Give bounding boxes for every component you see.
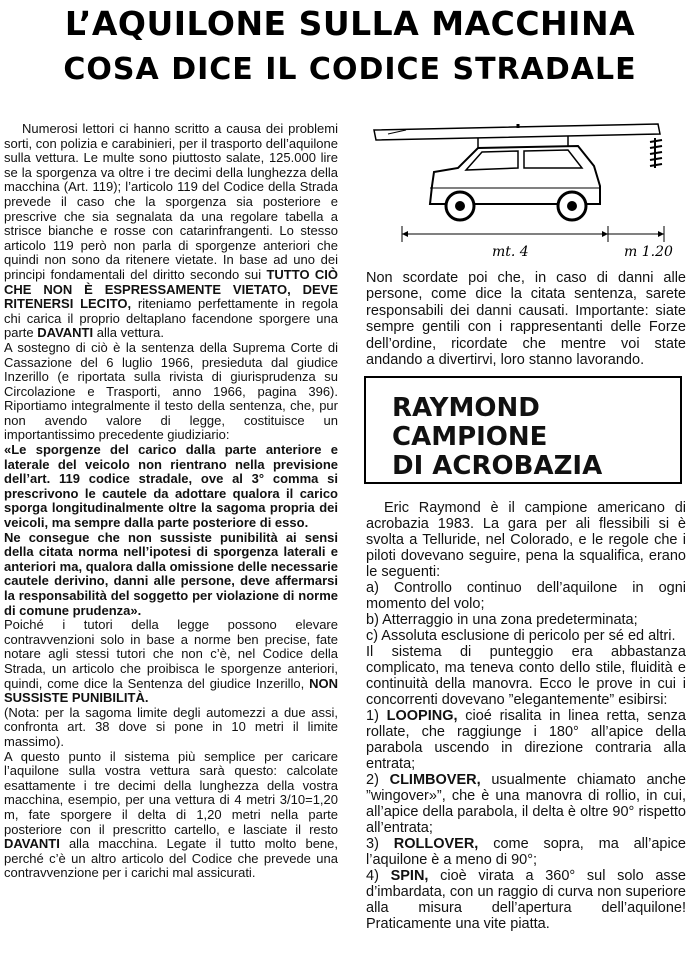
list-item <box>366 836 686 868</box>
paragraph <box>4 750 338 881</box>
paragraph-text: A questo punto il sistema più semplice per caricare l’aquilone sulla vostra vettura sarà questo: calcolate esattamente i tre decimi della lunghezza della vostra macchina, esempio, per una vettura di 4 metri 3/10=1,20 m, fate sporgere il delta di 1,20 metri nella parte posteriore con il prescritto cartello, e lasciate il resto <box>4 748 338 837</box>
item-text: cioé risalita in linea retta, senza rollate, che raggiunge i 180° all’apice della parabola uscendo in direzione contraria alla entrata; <box>366 708 686 772</box>
car-with-kite-illustration <box>368 116 688 266</box>
maneuver-name: ROLLOVER, <box>393 836 479 852</box>
paragraph <box>4 618 338 706</box>
paragraph-text: alla macchina. Legate il tutto molto bene, perché c’è un altro articolo del Codice che prevede una contravvenzione per i carichi mal assicurati. <box>4 836 338 881</box>
article-column-left <box>4 122 338 881</box>
length-label: mt. 4 <box>492 244 529 260</box>
paragraph: Non scordate poi che, in caso di danni alle persone, come dice la citata sentenza, sarete responsabili dei danni causati. Importante: siate sempre gentili con i rappresentanti delle Forze dell’ordine, ricordate che mentre voi state andando a divertirvi, loro stanno lavorando. <box>366 270 686 369</box>
paragraph-text: Poiché i tutori della legge possono elevare contravvenzioni solo in base a norme ben precise, fate notare agli stessi tutori che non c’è, nel Codice della Strada, un articolo che proibisca le sporgenze anteriori, quindi, come dice la Sentenza del giudice Inzerillo, <box>4 617 338 691</box>
emphasis-text: DAVANTI <box>4 836 60 852</box>
quoted-sentence: «Le sporgenze del carico dalla parte anteriore e laterale del veicolo non rientrano nella previsione dell’art. 119 codice stradale, ove al 3° comma si prescrivono le cautele da adottare qualora il carico sporga longitudinalmente oltre la sagoma propria dei veicoli, ma sempre dalla parte posteriore di esso. <box>4 442 338 531</box>
list-item: c) Assoluta esclusione di pericolo per sé ed altri. <box>366 628 676 644</box>
list-item: b) Atterraggio in una zona predeterminata; <box>366 612 638 628</box>
paragraph <box>4 122 338 341</box>
paragraph-text: alla vettura. <box>96 325 164 341</box>
item-text: usualmente chiamato anche ”wingover»”, che è una manovra di rollio, in cui, all’apice della parabola, il delta è oltre 90° rispetto all’entrata; <box>366 772 686 836</box>
paragraph: Eric Raymond è il campione americano di acrobazia 1983. La gara per ali flessibili si è svolta a Telluride, nel Colorado, e le regole che i piloti dovevano seguire, pena la squalifica, erano le seguenti: <box>366 500 686 580</box>
maneuver-name: CLIMBOVER, <box>389 772 481 788</box>
article-column-right-top <box>366 270 686 368</box>
overhang-label: m 1.20 <box>624 244 673 260</box>
item-number: 2) <box>366 772 379 788</box>
page-subtitle: COSA DICE IL CODICE STRADALE <box>63 52 637 87</box>
emphasis-text: NON SUSSISTE PUNIBILITÀ. <box>4 675 338 706</box>
item-text: come sopra, ma all’apice l’aquilone è a meno di 90°; <box>366 836 686 868</box>
paragraph-text: riteniamo perfettamente in regola chi carica il proprio deltaplano facendone sporgere una parte <box>4 296 338 341</box>
paragraph: A sostegno di ciò è la sentenza della Suprema Corte di Cassazione del 6 luglio 1966, presieduta dal giudice Inzerillo (e riportata sulla rivista di giurisprudenza su Circolazione e Trasporti, anno 1966, pagina 396). Riportiamo integralmente il testo della sentenza, che, pur non avendo valore di legge, costituisce un importantissimo precedente giudiziario: <box>4 339 338 443</box>
page-title: L’AQUILONE SULLA MACCHINA <box>64 4 636 43</box>
headline-box <box>364 376 682 484</box>
item-number: 1) <box>366 708 379 724</box>
paragraph: Il sistema di punteggio era abbastanza complicato, ma teneva conto dello stile, fluidità e continuità della manovra. Ecco le prove in cui i concorrenti dovevano ”elegantemente” esibirsi: <box>366 644 686 708</box>
item-number: 3) <box>366 836 379 852</box>
list-item <box>366 772 686 836</box>
list-item <box>366 868 686 932</box>
list-item <box>366 708 686 772</box>
headline-line: CAMPIONE <box>392 422 548 452</box>
maneuver-name: SPIN, <box>390 868 429 884</box>
headline-line: DI ACROBAZIA <box>392 451 603 481</box>
headline-line: RAYMOND <box>392 393 540 423</box>
article-column-right-bottom <box>366 500 686 932</box>
warning-flag <box>650 138 662 168</box>
emphasis-text: TUTTO CIÒ CHE NON È ESPRESSAMENTE VIETATO, DEVE RITENERSI LECITO, <box>4 266 338 312</box>
item-number: 4) <box>366 868 379 884</box>
paragraph: (Nota: per la sagoma limite degli automezzi a due assi, confronta art. 38 dove si pone in 10 metri il limite massimo). <box>4 704 338 749</box>
paragraph-text: Numerosi lettori ci hanno scritto a causa dei problemi sorti, con polizia e carabinieri, per il trasporto dell’aquilone sulla vettura. Le multe sono piuttosto salate, 125.000 lire se la sporgenza va oltre i tre decimi della lunghezza della macchina (Art. 119); l’articolo 119 del Codice della Strada prevede il caso che la sporgenza sia posteriore e prescrive che sia segnalata da una regolare tabella a strisce bianche e rosse con catarinfrangenti. Lo stesso articolo 119 però non parla di sporgenze anteriori che quindi non sono da ritenere vietate. In base ad uno dei principi fondamentali del diritto secondo sui <box>4 121 338 282</box>
maneuver-name: LOOPING, <box>386 708 458 724</box>
quoted-sentence: Ne consegue che non sussiste punibilità ai sensi della citata norma nell’ipotesi di sporgenza laterali e anteriori ma, qualora dalla omissione delle necessarie cautele derivino, danni alle persone, deve affermarsi la responsabilità del soggetto per violazione di norme di comune prudenza». <box>4 529 338 618</box>
headline-text <box>392 394 602 481</box>
emphasis-text: DAVANTI <box>37 325 94 341</box>
item-text: cioè virata a 360° sul solo asse d’imbardata, con un raggio di curva non superiore alla misura dell’apertura dell’aquilone! Praticamente una vite piatta. <box>366 868 686 932</box>
list-item: a) Controllo continuo dell’aquilone in ogni momento del volo; <box>366 580 686 612</box>
